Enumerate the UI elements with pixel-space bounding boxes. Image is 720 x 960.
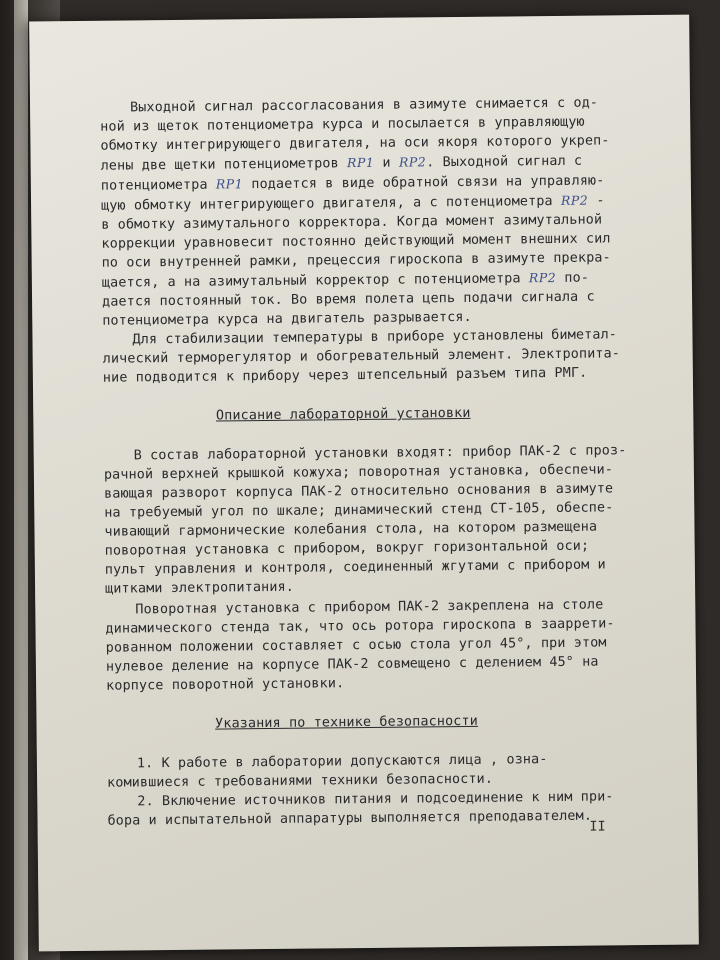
section-heading-safety: Указания по технике безопасности	[215, 713, 478, 732]
text-line: по оси внутренней рамки, прецессия гироскопа в азимуте прекра-	[101, 250, 611, 271]
handwritten-label: RP2	[398, 154, 427, 170]
text-line: корпусе поворотной установки.	[106, 676, 345, 694]
paragraph-rotary-unit	[105, 596, 615, 696]
page-number: II	[589, 819, 606, 835]
text-line: ние подводится к прибору через штепсельный разъем типа РМГ.	[102, 365, 588, 386]
text-line: вающая разворот корпуса ПАК-2 относительно основания в азимуте	[104, 481, 614, 502]
text-line: коррекции уравновесит постоянно действующий момент внешних сил	[101, 231, 611, 252]
text-line: комившиеся с требованиями техники безопасности.	[107, 771, 494, 791]
text-line: чивающий гармонические колебания стола, на котором размещена	[104, 519, 598, 540]
paragraph-lab-composition	[103, 442, 627, 599]
paragraph-azimuth-signal	[100, 94, 611, 331]
handwritten-label: RP1	[215, 176, 244, 192]
text-line: щую обмотку интегрирующего двигателя, а с потенциометра RP2 -	[101, 192, 605, 214]
handwritten-label: RP2	[528, 269, 557, 286]
text-line: нулевое деление на корпусе ПАК-2 совмещено с делением 45° на	[105, 654, 599, 675]
text-line: рачной верхней крышкой кожуха; поворотная установка, обеспечи-	[103, 462, 614, 483]
handwritten-label: RP1	[346, 154, 375, 171]
text-line: бора и испытательной аппаратуры выполняется преподавателем.	[107, 808, 593, 829]
text-line: дается постоянный ток. Во время полета цепь подачи сигнала с	[102, 289, 595, 310]
text-line: 1. К работе в лаборатории допускаются лица , озна-	[136, 752, 548, 772]
paragraph-safety-1	[107, 750, 587, 793]
text-line: щитками электропитания.	[105, 579, 295, 597]
text-line: лический терморегулятор и обогревательный элемент. Электропита-	[102, 346, 621, 367]
text-line: обмотку интегрирующего двигателя, на оси якоря которого укреп-	[100, 133, 610, 154]
text-line: поворотная установка с прибором, вокруг горизонтальной оси;	[104, 538, 590, 559]
text-line: ной из щеток потенциометра курса и посылается в управляющую	[100, 114, 585, 135]
text-line: динамического стенда так, что ось ротора гироскопа в зааррети-	[105, 616, 615, 637]
text-line: рованном положении составляет с осью стола угол 45°, при этом	[105, 635, 607, 656]
text-line: Для стабилизации температуры в приборе установлены биметал-	[132, 327, 618, 348]
handwritten-label: RP2	[560, 192, 589, 208]
text-line: щается, а на азимутальный корректор с потенциометра RP2 по-	[101, 269, 590, 291]
section-heading-lab-setup: Описание лабораторной установки	[215, 405, 471, 424]
text-line: В состав лабораторной установки входят: прибор ПАК-2 с проз-	[133, 443, 627, 464]
document-page	[29, 15, 699, 952]
text-line: Поворотная установка с прибором ПАК-2 закреплена на столе	[135, 597, 604, 618]
text-line: в обмотку азимутального корректора. Когда момент азимутальной	[101, 212, 603, 233]
text-line: лены две щетки потенциометров RP1 и RP2. Выходной сигнал с	[100, 153, 583, 174]
text-line: на требуемый угол по шкале; динамический стенд СТ-105, обеспе-	[104, 500, 614, 521]
binder-edge	[14, 0, 28, 960]
text-line: 2. Включение источников питания и подсоединение к ним при-	[137, 789, 614, 810]
text-line: Выходной сигнал рассогласования в азимуте снимается с од-	[129, 95, 599, 116]
text-line: пульт управления и контроля, соединенный жгутами с прибором и	[104, 557, 606, 578]
text-line: потенциометра курса на двигатель разрывается.	[102, 309, 472, 329]
text-line: потенциометра RP1 подается в виде обратной связи на управляю-	[100, 173, 605, 194]
paragraph-temperature	[102, 326, 621, 388]
